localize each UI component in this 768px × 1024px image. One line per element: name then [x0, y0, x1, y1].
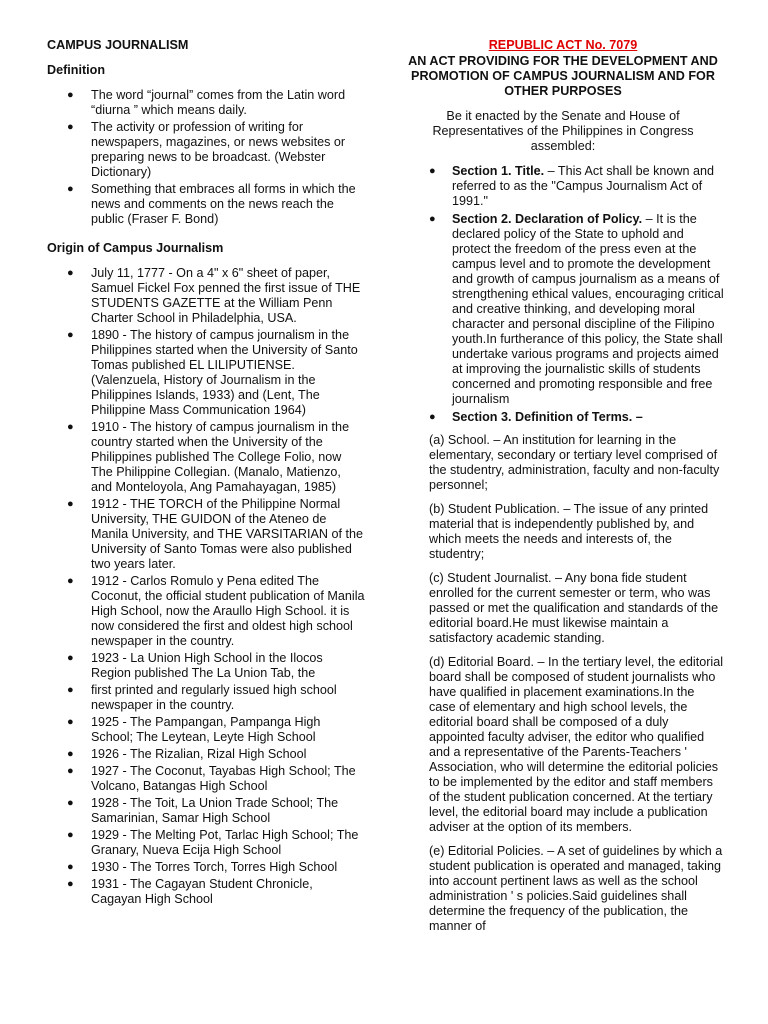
list-item: ● 1931 - The Cagayan Student Chronicle, Cagayan High School [67, 877, 313, 906]
list-item: ● 1927 - The Coconut, Tayabas High School; The Volcano, Batangas High School [67, 764, 356, 793]
bullet-icon: ● [67, 765, 74, 777]
section-text: – This Act shall be known and referred to as the "Campus Journalism Act of 1991." [452, 164, 715, 208]
republic-act-title: REPUBLIC ACT No. 7079 [488, 38, 638, 52]
definition-heading: Definition [47, 63, 106, 77]
enactment-clause: Be it enacted by the Senate and House of Representatives of the Philippines in Congress assembled: [432, 109, 694, 153]
list-item: ● 1930 - The Torres Torch, Torres High School [67, 860, 338, 874]
bullet-icon: ● [67, 121, 74, 133]
act-title: AN ACT PROVIDING FOR THE DEVELOPMENT AND PROMOTION OF CAMPUS JOURNALISM AND FOR OTHER PURPOSES [408, 54, 718, 98]
list-item: ● 1890 - The history of campus journalism in the Philippines started when the University of Santo Tomas published EL LILIPUTIENSE. (Valenzuela, History of Journalism in the Philippines Islands, 1933) and (Lent, The Philippine Mass Communication 1964) [67, 328, 358, 417]
list-item: ● 1910 - The history of campus journalism in the country started when the University of the Philippines published The College Folio, now The Philippine Collegian. (Manalo, Matienzo, and Monteloyola, Ang Pamahayagan, 1985) [67, 420, 350, 494]
list-item: ● 1929 - The Melting Pot, Tarlac High School; The Granary, Nueva Ecija High School [67, 828, 359, 857]
section-text: – It is the declared policy of the State to uphold and protect the freedom of the press even at the campus level and to promote the development and growth of campus journalism as a means of strengthening ethical values, encouraging critical and creative thinking, and developing moral character and personal discipline of the Filipino youth.In furtherance of this policy, the State shall undertake various programs and projects aimed at improving the journalistic skills of students concerned and promoting responsible and free journalism [452, 212, 724, 406]
definition-list [47, 88, 365, 227]
section-item [402, 212, 724, 407]
list-item: ● The word “journal” comes from the Latin word “diurna ” which means daily. [67, 88, 346, 117]
bullet-icon: ● [67, 878, 74, 890]
bullet-icon: ● [67, 861, 74, 873]
list-item: ● 1923 - La Union High School in the Ilocos Region published The La Union Tab, the [67, 651, 323, 680]
bullet-icon: ● [67, 797, 74, 809]
bullet-icon: ● [429, 165, 436, 177]
section-item [402, 410, 724, 425]
document-title: CAMPUS JOURNALISM [47, 38, 189, 52]
definition-paragraph: (b) Student Publication. – The issue of any printed material that is independently published by, and which meets the needs and interests of, the studentry; [429, 502, 709, 561]
section-heading: Section 1. Title. [452, 164, 545, 178]
bullet-icon: ● [67, 829, 74, 841]
list-item: ● 1912 - THE TORCH of the Philippine Normal University, THE GUIDON of the Ateneo de Manila University, and THE VARSITARIAN of the University of Santo Tomas were also published two years later. [67, 497, 364, 571]
definition-paragraph: (a) School. – An institution for learning in the elementary, secondary or tertiary level comprised of the studentry, administration, faculty and non-faculty personnel; [429, 433, 720, 492]
list-item: ● first printed and regularly issued high school newspaper in the country. [67, 683, 337, 712]
bullet-icon: ● [67, 575, 74, 587]
bullet-icon: ● [67, 498, 74, 510]
list-item: ● 1926 - The Rizalian, Rizal High School [67, 747, 307, 761]
left-column [47, 38, 365, 921]
sections-list [402, 164, 724, 425]
definition-paragraph: (e) Editorial Policies. – A set of guidelines by which a student publication is operated and managed, taking into account pertinent laws as well as the school administration ' s policies.Said guidelines shall determine the frequency of the publication, the manner of [429, 844, 723, 933]
origin-heading: Origin of Campus Journalism [47, 241, 224, 255]
bullet-icon: ● [67, 183, 74, 195]
origin-list [47, 266, 365, 907]
bullet-icon: ● [67, 652, 74, 664]
definition-paragraph: (c) Student Journalist. – Any bona fide student enrolled for the current semester or term, who was passed or met the qualification and standards of the editorial board.He must likewise maintain a satisfactory academic standing. [429, 571, 719, 645]
list-item: ● July 11, 1777 - On a 4" x 6" sheet of paper, Samuel Fickel Fox penned the first issue of THE STUDENTS GAZETTE at the William Penn Charter School in Philadelphia, USA. [67, 266, 361, 325]
bullet-icon: ● [67, 421, 74, 433]
right-column [402, 38, 724, 943]
section-item [402, 164, 724, 209]
definition-paragraph: (d) Editorial Board. – In the tertiary level, the editorial board shall be composed of student journalists who have qualified in placement examinations.In the case of elementary and high school levels, the editorial board shall be composed of a duly appointed faculty adviser, the editor who qualified and a representative of the Parents-Teachers ' Association, who will determine the editorial policies to be implemented by the editor and staff members of the student publication concerned. At the tertiary level, the editorial board may include a publication adviser at the option of its members. [429, 655, 723, 834]
list-item: ● 1912 - Carlos Romulo y Pena edited The Coconut, the official student publication of Manila High School, now the Araullo High School. it is now considered the first and oldest high school newspaper in the country. [67, 574, 365, 648]
bullet-icon: ● [67, 684, 74, 696]
list-item: ● The activity or profession of writing for newspapers, magazines, or news websites or preparing news to be broadcast. (Webster Dictionary) [67, 120, 346, 179]
section-heading: Section 2. Declaration of Policy. [452, 212, 643, 226]
bullet-icon: ● [67, 89, 74, 101]
bullet-icon: ● [67, 748, 74, 760]
list-item: ● 1928 - The Toit, La Union Trade School; The Samarinian, Samar High School [67, 796, 339, 825]
list-item: ● Something that embraces all forms in which the news and comments on the news reach the public (Fraser F. Bond) [67, 182, 356, 226]
bullet-icon: ● [429, 213, 436, 225]
list-item: ● 1925 - The Pampangan, Pampanga High School; The Leytean, Leyte High School [67, 715, 321, 744]
bullet-icon: ● [429, 411, 436, 423]
bullet-icon: ● [67, 716, 74, 728]
bullet-icon: ● [67, 267, 74, 279]
bullet-icon: ● [67, 329, 74, 341]
section-heading: Section 3. Definition of Terms. – [452, 410, 643, 424]
